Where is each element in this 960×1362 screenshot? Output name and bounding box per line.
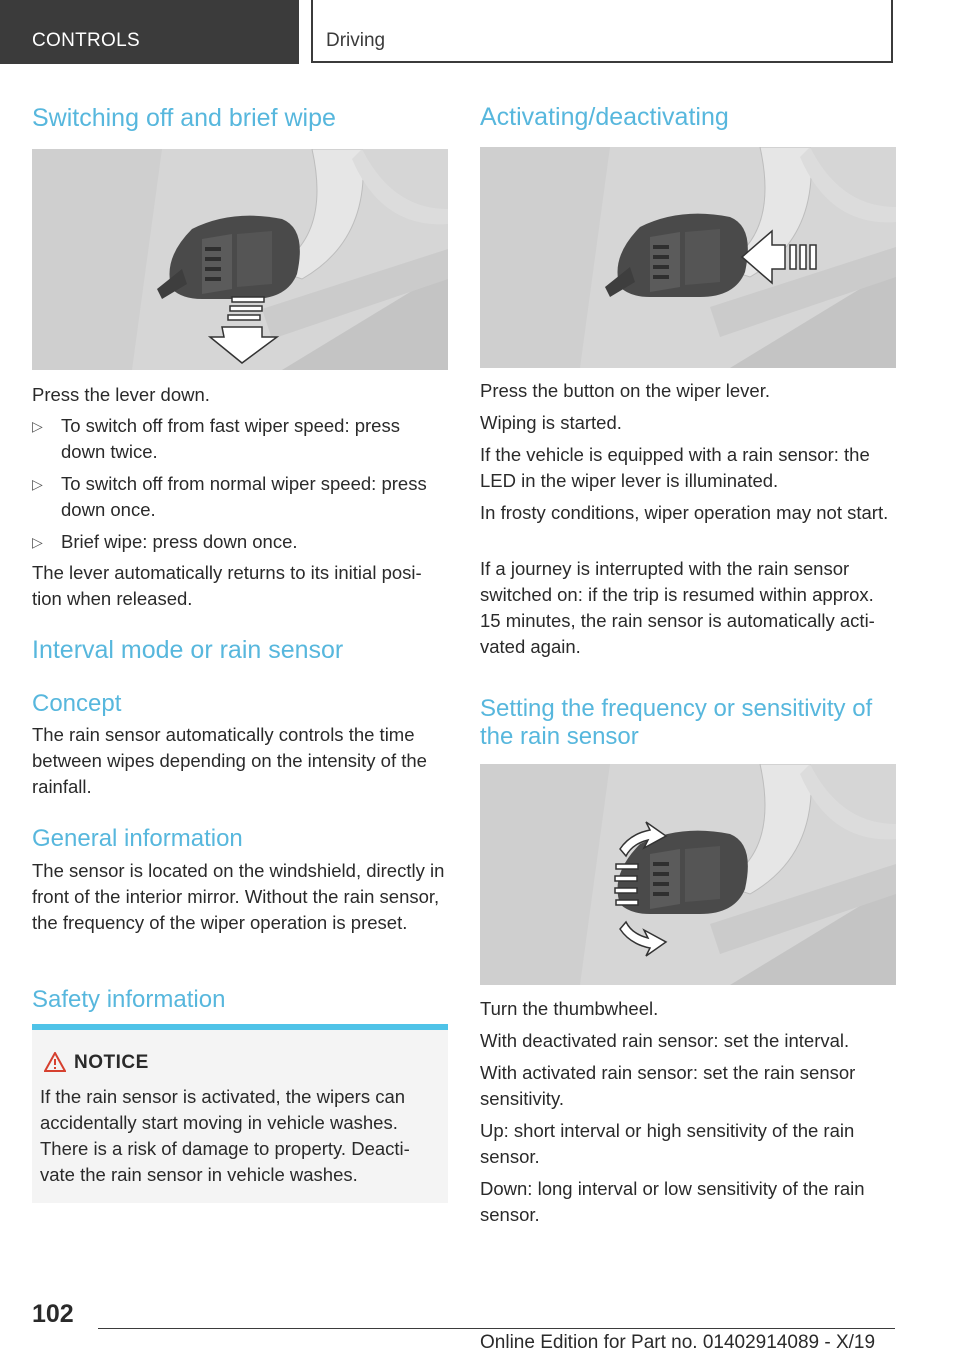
warning-triangle-icon — [44, 1052, 66, 1072]
text-press-button: Press the button on the wiper lever. — [480, 380, 771, 401]
heading-general-information: General information — [32, 825, 243, 852]
text-turn-thumbwheel: Turn the thumbwheel. — [480, 998, 659, 1019]
bullet-brief-wipe — [32, 529, 448, 555]
thumbwheel-illustration — [480, 764, 896, 985]
notice-text: If the rain sensor is activated, the wipers can accidentally start moving in vehicle washes. There is a risk of damage to property. Deacti‐vate the rain sensor in vehicle washes. — [40, 1086, 410, 1185]
lever-down-illustration — [32, 149, 448, 370]
triangle-bullet-icon: ▷ — [32, 534, 43, 550]
text-up: Up: short interval or high sensitivity of the rain sensor. — [480, 1120, 855, 1167]
triangle-bullet-icon: ▷ — [32, 476, 43, 492]
button-press-illustration — [480, 147, 896, 368]
heading-activating: Activating/deactivating — [480, 103, 729, 131]
bullet-normal-speed — [32, 471, 448, 523]
text-concept: The rain sensor automatically controls the time between wipes depending on the intensity of the rainfall. — [32, 724, 427, 797]
bullet-text: Brief wipe: press down once. — [61, 531, 298, 552]
header-chapter-label: Driving — [326, 30, 386, 51]
figure-thumbwheel — [480, 764, 896, 985]
bullet-text: To switch off from fast wiper speed: press down twice. — [61, 415, 400, 462]
text-frosty: In frosty conditions, wiper operation may not start. — [480, 502, 889, 523]
text-journey: If a journey is interrupted with the rain sensor switched on: if the trip is resumed within approx. 15 minutes, the rain sensor is automatically acti‐vated again. — [480, 558, 875, 657]
triangle-bullet-icon: ▷ — [32, 418, 43, 434]
figure-button-press — [480, 147, 896, 368]
bullet-fast-speed — [32, 413, 448, 465]
header-section-label: CONTROLS — [32, 30, 140, 51]
footer-divider — [98, 1328, 895, 1329]
text-press-lever: Press the lever down. — [32, 384, 210, 405]
heading-switching-off: Switching off and brief wipe — [32, 104, 336, 132]
footer-edition: Online Edition for Part no. 01402914089 - X/19 — [480, 1332, 876, 1353]
header-chapter-tab — [311, 0, 893, 63]
header-section-tab — [0, 0, 299, 64]
page-number: 102 — [32, 1300, 74, 1328]
text-activated: With activated rain sensor: set the rain sensor sensitivity. — [480, 1062, 856, 1109]
text-lever-returns: The lever automatically returns to its initial posi‐tion when released. — [32, 562, 422, 609]
text-down: Down: long interval or low sensitivity of the rain sensor. — [480, 1178, 865, 1225]
text-led: If the vehicle is equipped with a rain sensor: the LED in the wiper lever is illuminated. — [480, 444, 870, 491]
text-general-information: The sensor is located on the windshield, directly in front of the interior mirror. Without the rain sensor, the frequency of the wiper operation is preset. — [32, 860, 445, 933]
text-wiping-started: Wiping is started. — [480, 412, 622, 433]
text-deactivated: With deactivated rain sensor: set the interval. — [480, 1030, 850, 1051]
figure-lever-down — [32, 149, 448, 370]
heading-interval-mode: Interval mode or rain sensor — [32, 636, 344, 664]
heading-concept: Concept — [32, 690, 122, 717]
heading-safety-information: Safety information — [32, 986, 226, 1013]
bullet-text: To switch off from normal wiper speed: press down once. — [61, 473, 427, 520]
heading-frequency: Setting the frequency or sensitivity of the rain sensor — [480, 695, 873, 750]
notice-title: NOTICE — [74, 1052, 149, 1073]
